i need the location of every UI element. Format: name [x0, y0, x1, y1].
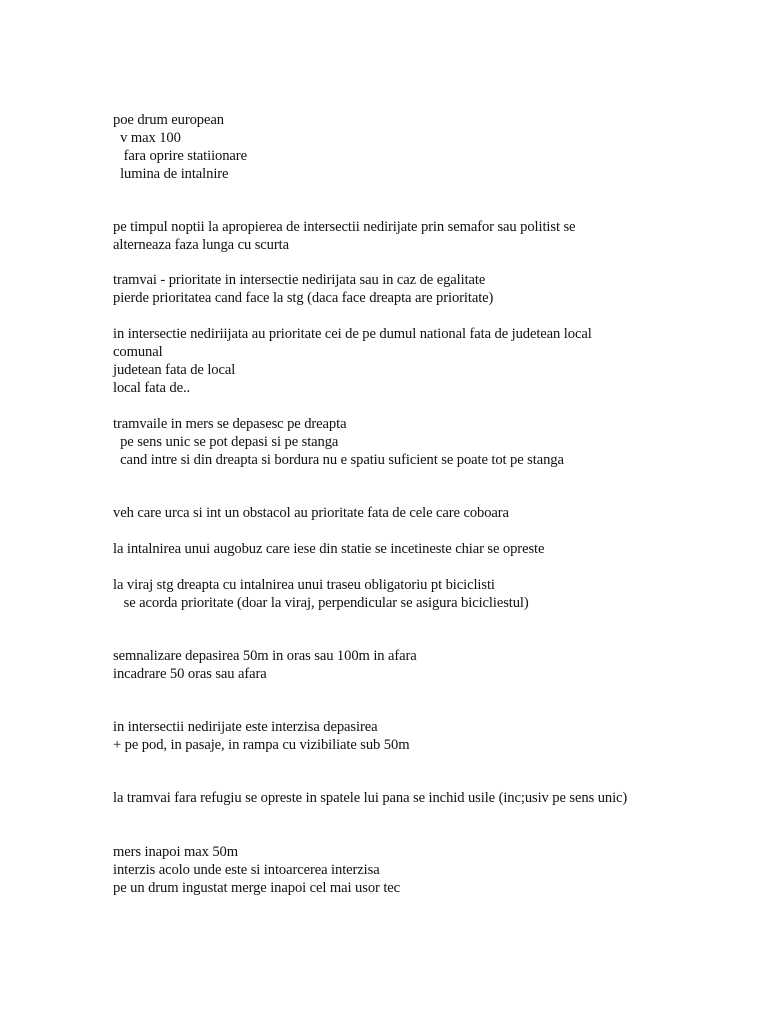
text-line: mers inapoi max 50m	[113, 844, 238, 860]
text-line: in intersectie nediriijata au prioritate cei de pe dumul national fata de judetean local	[113, 326, 592, 342]
text-line: veh care urca si int un obstacol au prioritate fata de cele care coboara	[113, 505, 509, 521]
text-line: v max 100	[113, 130, 181, 146]
text-line: poe drum european	[113, 112, 224, 128]
text-line: comunal	[113, 344, 163, 360]
text-line: cand intre si din dreapta si bordura nu e spatiu suficient se poate tot pe stanga	[113, 452, 564, 468]
text-line: pe sens unic se pot depasi si pe stanga	[113, 434, 339, 450]
text-line: incadrare 50 oras sau afara	[113, 666, 267, 682]
text-line: judetean fata de local	[113, 362, 236, 378]
text-line: in intersectii nedirijate este interzisa depasirea	[113, 719, 378, 735]
text-line: alterneaza faza lunga cu scurta	[113, 237, 289, 253]
text-line: tramvaile in mers se depasesc pe dreapta	[113, 416, 347, 432]
text-line: la intalnirea unui augobuz care iese din statie se incetineste chiar se opreste	[113, 541, 545, 557]
text-line: pe timpul noptii la apropierea de intersectii nedirijate prin semafor sau politist se	[113, 219, 576, 235]
text-line: la tramvai fara refugiu se opreste in spatele lui pana se inchid usile (inc;usiv pe sens unic)	[113, 790, 628, 806]
text-line: tramvai - prioritate in intersectie nedirijata sau in caz de egalitate	[113, 272, 486, 288]
text-line: pe un drum ingustat merge inapoi cel mai usor tec	[113, 880, 401, 896]
text-line: + pe pod, in pasaje, in rampa cu vizibiliate sub 50m	[113, 737, 410, 753]
text-line: lumina de intalnire	[113, 166, 229, 182]
text-line: interzis acolo unde este si intoarcerea interzisa	[113, 862, 380, 878]
text-line: semnalizare depasirea 50m in oras sau 100m in afara	[113, 648, 417, 664]
text-line: se acorda prioritate (doar la viraj, perpendicular se asigura bicicliestul)	[113, 595, 529, 611]
text-line: local fata de..	[113, 380, 191, 396]
text-line: la viraj stg dreapta cu intalnirea unui traseu obligatoriu pt biciclisti	[113, 577, 495, 593]
text-line: fara oprire statiionare	[113, 148, 247, 164]
text-line: pierde prioritatea cand face la stg (daca face dreapta are prioritate)	[113, 290, 494, 306]
